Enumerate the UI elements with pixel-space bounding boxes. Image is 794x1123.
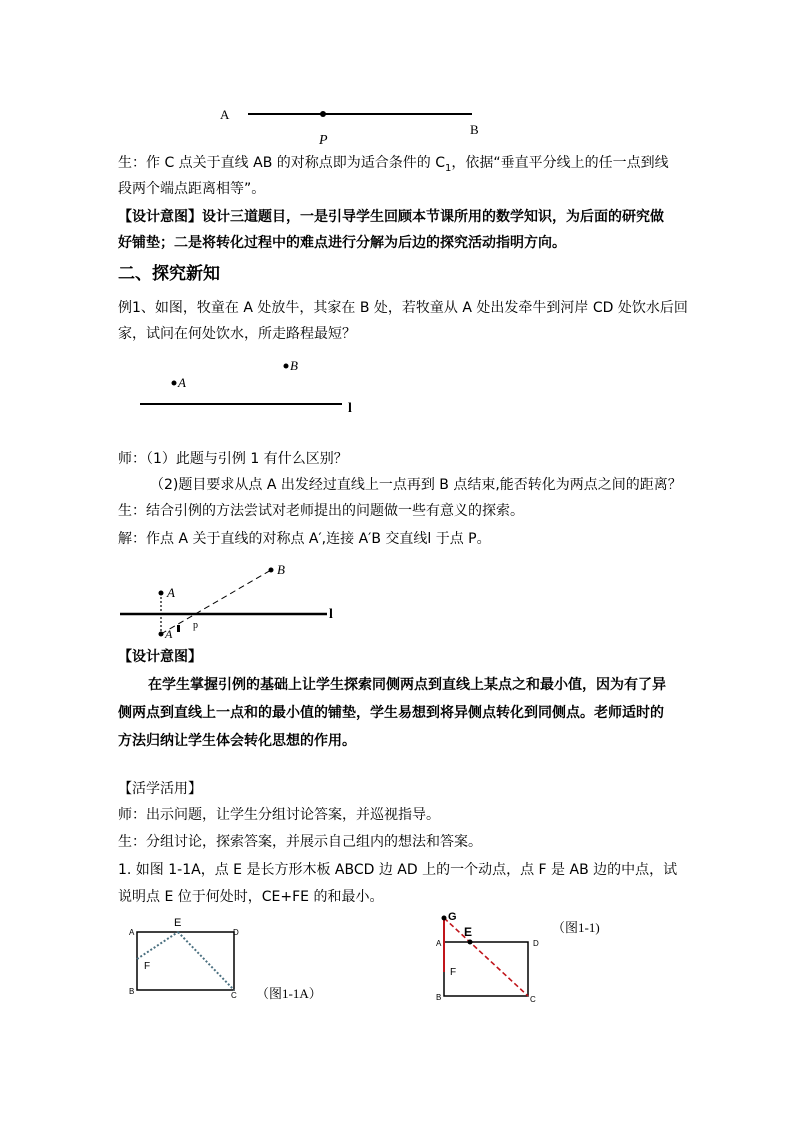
- label-a: A: [220, 107, 230, 122]
- point-p: [320, 111, 326, 117]
- label-e: E: [174, 917, 182, 929]
- design-intent-2: 在学生掌握引例的基础上让学生探索同侧两点到直线上某点之和最小值，因为有了异: [148, 677, 666, 693]
- label-a: A: [129, 928, 135, 937]
- label-b: B: [277, 562, 285, 577]
- question-1-cont: 说明点 E 位于何处时，CE+FE 的和最小。: [118, 889, 384, 905]
- figure-1-1a: [120, 910, 350, 1010]
- label-e: E: [464, 925, 473, 939]
- label-a-prime: A: [165, 627, 173, 641]
- label-f: F: [144, 961, 151, 972]
- label-b: B: [470, 122, 479, 137]
- design-intent-2-cont2: 方法归纳让学生体会转化思想的作用。: [118, 733, 356, 749]
- label-b: B: [436, 993, 442, 1002]
- label-f: F: [450, 967, 457, 978]
- label-a: A: [178, 375, 186, 390]
- label-b: B: [129, 987, 135, 996]
- label-g: G: [448, 911, 457, 923]
- student-answer-1-cont: 段两个端点距离相等”。: [118, 181, 266, 197]
- label-b: B: [290, 358, 298, 373]
- caption: （图1-1): [552, 920, 600, 935]
- student-answer-2: 生：结合引例的方法尝试对老师提出的问题做一些有意义的探索。: [118, 503, 524, 519]
- section-title: 二、探究新知: [118, 264, 220, 284]
- label-p: p: [193, 620, 198, 631]
- teacher-question-2: （2)题目要求从点 A 出发经过直线上一点再到 B 点结束,能否转化为两点之间的距离？: [150, 477, 682, 493]
- design-intent-1: 【设计意图】设计三道题目，一是引导学生回顾本节课所用的数学知识，为后面的研究做: [118, 209, 664, 225]
- subscript: 1: [444, 162, 452, 174]
- student-answer-1: [118, 153, 669, 179]
- label-l: l: [348, 401, 352, 416]
- question-1: 1. 如图 1-1A，点 E 是长方形木板 ABCD 边 AD 上的一个动点，点 F 是 AB 边的中点，试: [118, 862, 678, 878]
- figure-1-1: [432, 906, 632, 1006]
- teacher-question-1: 师：（1）此题与引例 1 有什么区别？: [118, 451, 348, 467]
- label-p: P: [319, 133, 328, 148]
- label-c: C: [231, 991, 237, 1000]
- student-line: 生：分组讨论，探索答案，并展示自己组内的想法和答案。: [118, 834, 482, 850]
- caption: （图1-1A）: [256, 986, 322, 1001]
- design-intent-2-title: 【设计意图】: [118, 649, 202, 665]
- example-1: 例1、如图，牧童在 A 处放牛，其家在 B 处，若牧童从 A 处出发牵牛到河岸 CD 处饮水后回: [118, 300, 688, 316]
- figure-segment-ab: [210, 100, 500, 150]
- figure-river: [130, 350, 370, 420]
- label-a: A: [167, 585, 175, 600]
- text: 生：作 C 点关于直线 AB 的对称点即为适合条件的 C: [118, 155, 445, 171]
- active-title: 【活学活用】: [118, 781, 202, 797]
- label-d: D: [233, 928, 239, 937]
- text: ，依据“垂直平分线上的任一点到线: [451, 155, 669, 171]
- design-intent-1-cont: 好铺垫；二是将转化过程中的难点进行分解为后边的探究活动指明方向。: [118, 235, 566, 251]
- label-a: A: [436, 939, 442, 948]
- design-intent-2-cont: 侧两点到直线上一点和的最小值的铺垫，学生易想到将异侧点转化到同侧点。老师适时的: [118, 705, 664, 721]
- teacher-line: 师：出示问题，让学生分组讨论答案，并巡视指导。: [118, 807, 440, 823]
- label-c: C: [530, 995, 536, 1004]
- figure-reflection: [115, 558, 345, 643]
- label-d: D: [533, 939, 539, 948]
- solution: 解：作点 A 关于直线的对称点 A′,连接 A′B 交直线l 于点 P。: [118, 531, 491, 547]
- example-1-cont: 家，试问在何处饮水，所走路程最短？: [118, 326, 356, 342]
- label-l: l: [329, 607, 333, 622]
